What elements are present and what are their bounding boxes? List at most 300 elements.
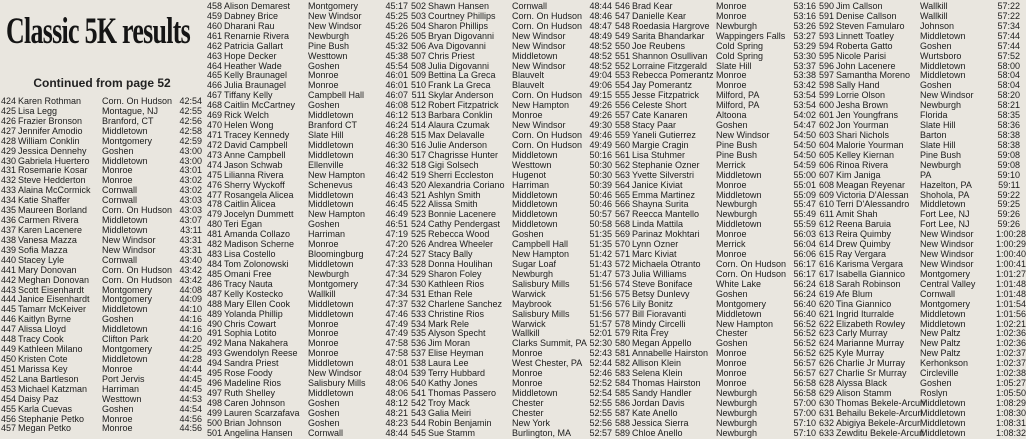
place: 615 xyxy=(818,249,834,260)
hometown: Middletown xyxy=(920,308,966,319)
finish-time: 59:26 xyxy=(997,219,1020,230)
hometown: PA xyxy=(920,169,932,180)
place: 518 xyxy=(410,159,426,170)
place: 484 xyxy=(206,258,222,269)
finish-time: 43:31 xyxy=(179,234,202,245)
hometown: Salisbury Mills xyxy=(512,278,570,289)
runner-name: Alaina McCormick xyxy=(18,185,91,196)
finish-time: 53:54 xyxy=(793,100,816,111)
runner-name: Bettina La Greca xyxy=(428,70,496,81)
finish-time: 47:33 xyxy=(385,258,408,269)
runner-name: Angelina Hansen xyxy=(224,427,293,438)
hometown: Middletown xyxy=(102,125,148,136)
finish-time: 47:37 xyxy=(385,298,408,309)
place: 589 xyxy=(614,427,630,438)
finish-time: 49:15 xyxy=(589,90,612,101)
hometown: Montgomery xyxy=(102,284,153,295)
runner-name: Reecca Mantello xyxy=(632,209,700,220)
runner-name: Danielle Kear xyxy=(632,10,687,21)
hometown: Monroe xyxy=(716,368,747,379)
hometown: New Windsor xyxy=(512,40,566,51)
runner-name: Sarah Robinson xyxy=(836,278,901,289)
hometown: Slate Hill xyxy=(920,139,956,150)
finish-time: 1:01:27 xyxy=(996,268,1026,279)
hometown: Wallkill xyxy=(308,288,336,299)
finish-time: 57:52 xyxy=(997,50,1020,61)
finish-time: 46:08 xyxy=(385,100,408,111)
result-row xyxy=(0,405,202,415)
finish-time: 1:08:31 xyxy=(996,417,1026,428)
place: 438 xyxy=(0,234,16,245)
finish-time: 46:01 xyxy=(385,80,408,91)
hometown: Monroe xyxy=(102,165,133,176)
runner-name: Victoria D'Alessan xyxy=(836,189,909,200)
runner-name: Alison Stamm xyxy=(836,387,892,398)
hometown: Harriman xyxy=(512,179,550,190)
runner-name: Cathy Pendergast xyxy=(428,219,501,230)
place: 556 xyxy=(614,100,630,111)
place: 552 xyxy=(614,60,630,71)
hometown: Pine Bush xyxy=(716,139,758,150)
finish-time: 47:20 xyxy=(385,239,408,250)
place: 470 xyxy=(206,120,222,131)
hometown: Middletown xyxy=(102,224,148,235)
runner-name: Carmen Rivera xyxy=(18,215,79,226)
runner-name: Chloe Anello xyxy=(632,427,683,438)
runner-name: Stephanie Ozner xyxy=(632,159,700,170)
finish-time: 1:08:29 xyxy=(996,397,1026,408)
hometown: Newburgh xyxy=(716,199,758,210)
runner-name: Amit Shah xyxy=(836,209,878,220)
runner-name: Lily Bonitz xyxy=(632,298,674,309)
runner-name: Stacy Paar xyxy=(632,120,677,131)
finish-time: 56:40 xyxy=(793,298,816,309)
hometown: Corn. On Hudson xyxy=(512,90,583,101)
finish-time: 46:43 xyxy=(385,189,408,200)
finish-time: 53:16 xyxy=(793,10,816,21)
place: 540 xyxy=(410,378,426,389)
place: 569 xyxy=(614,229,630,240)
runner-name: Thomas Bekele-Arcuri xyxy=(836,397,926,408)
finish-time: 50:57 xyxy=(589,209,612,220)
finish-time: 44:54 xyxy=(179,403,202,414)
runner-name: Stacey Lyle xyxy=(18,254,65,265)
runner-name: Madison Scherne xyxy=(224,239,295,250)
finish-time: 56:58 xyxy=(793,378,816,389)
runner-name: Hope Decker xyxy=(224,50,277,61)
place: 493 xyxy=(206,348,222,359)
runner-name: Steve Hedderton xyxy=(18,175,86,186)
finish-time: 54:50 xyxy=(793,139,816,150)
runner-name: Jason Schwab xyxy=(224,159,283,170)
finish-time: 58:00 xyxy=(997,60,1020,71)
hometown: New Windsor xyxy=(920,90,974,101)
place: 544 xyxy=(410,417,426,428)
place: 599 xyxy=(818,90,834,101)
finish-time: 46:49 xyxy=(385,209,408,220)
results-column-4 xyxy=(614,2,816,439)
runner-name: Jon Yourman xyxy=(836,120,889,131)
runner-name: Donna Houlihan xyxy=(428,258,493,269)
place: 473 xyxy=(206,149,222,160)
runner-name: Jordan Davis xyxy=(632,397,685,408)
finish-time: 51:42 xyxy=(589,249,612,260)
runner-name: Alissa Lloyd xyxy=(18,324,67,335)
hometown: Middletown xyxy=(102,353,148,364)
finish-time: 52:56 xyxy=(589,417,612,428)
hometown: Port Jervis xyxy=(102,373,145,384)
hometown: Branford CT xyxy=(308,120,358,131)
place: 587 xyxy=(614,407,630,418)
place: 464 xyxy=(206,60,222,71)
finish-time: 1:08:32 xyxy=(996,427,1026,438)
place: 454 xyxy=(0,393,16,404)
hometown: Newburgh xyxy=(716,209,758,220)
place: 440 xyxy=(0,254,16,265)
runner-name: Sharon Phillips xyxy=(428,20,489,31)
hometown: Middletown xyxy=(102,215,148,226)
runner-name: Allison Klein xyxy=(632,358,682,369)
finish-time: 46:45 xyxy=(385,199,408,210)
place: 628 xyxy=(818,378,834,389)
hometown: Middletown xyxy=(716,308,762,319)
place: 566 xyxy=(614,199,630,210)
runner-name: Shawn Hansen xyxy=(428,1,490,11)
hometown: New Hampton xyxy=(716,318,774,329)
place: 509 xyxy=(410,70,426,81)
place: 620 xyxy=(818,298,834,309)
finish-time: 47:58 xyxy=(385,348,408,359)
hometown: Middletown xyxy=(512,50,558,61)
finish-time: 50:46 xyxy=(589,189,612,200)
hometown: Middletown xyxy=(512,219,558,230)
runner-name: Tom Zolonowski xyxy=(224,258,289,269)
hometown: Barton xyxy=(920,129,947,140)
finish-time: 46:07 xyxy=(385,90,408,101)
hometown: Monroe xyxy=(716,179,747,190)
place: 604 xyxy=(818,139,834,150)
finish-time: 48:01 xyxy=(385,358,408,369)
place: 618 xyxy=(818,278,834,289)
runner-name: Terri D'Alessandro xyxy=(836,199,910,210)
place: 543 xyxy=(410,407,426,418)
hometown: Monroe xyxy=(308,80,339,91)
place: 450 xyxy=(0,353,16,364)
finish-time: 1:00:41 xyxy=(996,258,1026,269)
hometown: Middletown xyxy=(920,30,966,41)
place: 435 xyxy=(0,205,16,216)
place: 567 xyxy=(614,209,630,220)
hometown: Cold Spring xyxy=(716,40,764,51)
place: 514 xyxy=(410,120,426,131)
runner-name: Barbara Conklin xyxy=(428,110,493,121)
runner-name: Shari Nichols xyxy=(836,129,890,140)
finish-time: 55:01 xyxy=(793,179,816,190)
runner-name: Annabelle Hairston xyxy=(632,348,709,359)
runner-name: Omani Free xyxy=(224,268,272,279)
runner-name: Max Delavalle xyxy=(428,129,485,140)
finish-time: 45:54 xyxy=(385,60,408,71)
runner-name: Ruth Shelley xyxy=(224,387,276,398)
runner-name: Julie Anderson xyxy=(428,139,488,150)
runner-name: Kate Anello xyxy=(632,407,678,418)
finish-time: 47:19 xyxy=(385,229,408,240)
runner-name: Alison Demarest xyxy=(224,1,291,11)
runner-name: Yvette Silverstri xyxy=(632,169,695,180)
place: 502 xyxy=(410,1,426,11)
place: 497 xyxy=(206,387,222,398)
runner-name: Rosemarie Kosar xyxy=(18,165,88,176)
place: 474 xyxy=(206,159,222,170)
hometown: Middletown xyxy=(716,189,762,200)
place: 526 xyxy=(410,239,426,250)
finish-time: 1:02:36 xyxy=(996,328,1026,339)
finish-time: 53:38 xyxy=(793,70,816,81)
finish-time: 53:54 xyxy=(793,90,816,101)
hometown: Montgomery xyxy=(102,344,153,355)
finish-time: 45:26 xyxy=(385,30,408,41)
hometown: Montgomery xyxy=(308,278,359,289)
place: 510 xyxy=(410,80,426,91)
runner-name: Parinaz Mokhtari xyxy=(632,229,700,240)
finish-time: 1:02:36 xyxy=(996,338,1026,349)
results-column-2 xyxy=(206,2,408,439)
hometown: Corn. On Hudson xyxy=(102,264,173,275)
finish-time: 46:24 xyxy=(385,120,408,131)
finish-time: 1:00:40 xyxy=(996,249,1026,260)
hometown: New Hampton xyxy=(512,249,570,260)
runner-name: Sherry Wyckoff xyxy=(224,179,285,190)
runner-name: Anne Campbell xyxy=(224,149,286,160)
place: 424 xyxy=(0,96,16,106)
runner-name: Chagrisse Hunter xyxy=(428,149,499,160)
place: 468 xyxy=(206,100,222,111)
finish-time: 48:47 xyxy=(589,20,612,31)
runner-name: Kim Janiga xyxy=(836,169,881,180)
finish-time: 43:07 xyxy=(179,215,202,226)
finish-time: 47:46 xyxy=(385,308,408,319)
hometown: Middletown xyxy=(512,149,558,160)
runner-name: Tracey Kennedy xyxy=(224,129,290,140)
finish-time: 54:47 xyxy=(793,120,816,131)
hometown: Monroe xyxy=(716,378,747,389)
place: 498 xyxy=(206,397,222,408)
finish-time: 44:10 xyxy=(179,304,202,315)
runner-name: Sarita Bhandarkar xyxy=(632,30,705,41)
place: 563 xyxy=(614,169,630,180)
place: 583 xyxy=(614,368,630,379)
page-title: Classic 5K results xyxy=(6,11,191,52)
finish-time: 46:12 xyxy=(385,110,408,121)
hometown: New Hampton xyxy=(308,169,366,180)
place: 503 xyxy=(410,10,426,21)
finish-time: 56:17 xyxy=(793,258,816,269)
place: 557 xyxy=(614,110,630,121)
runner-name: Jessica Dennehy xyxy=(18,145,87,156)
finish-time: 54:59 xyxy=(793,159,816,170)
finish-time: 56:06 xyxy=(793,249,816,260)
place: 536 xyxy=(410,338,426,349)
finish-time: 58:38 xyxy=(997,129,1020,140)
finish-time: 1:02:21 xyxy=(996,318,1026,329)
hometown: Campbell Hall xyxy=(512,239,569,250)
hometown: Hugenot xyxy=(512,169,547,180)
runner-name: Jennifer Amodio xyxy=(18,125,83,136)
runner-name: Sandy Handler xyxy=(632,387,692,398)
runner-name: Alyson Specht xyxy=(428,328,486,339)
hometown: Middletown xyxy=(920,70,966,81)
runner-name: Lauren Scarzafava xyxy=(224,407,300,418)
hometown: Corn. On Hudson xyxy=(102,96,173,106)
hometown: Monroe xyxy=(716,348,747,359)
hometown: Monroe xyxy=(308,239,339,250)
results-column-1 xyxy=(0,97,202,434)
place: 609 xyxy=(818,189,834,200)
place: 490 xyxy=(206,318,222,329)
result-row xyxy=(614,310,816,320)
place: 495 xyxy=(206,368,222,379)
place: 548 xyxy=(614,20,630,31)
hometown: Corn. On Hudson xyxy=(716,258,787,269)
runner-name: Thomas Passero xyxy=(428,387,497,398)
runner-name: Karen Rothman xyxy=(18,96,82,106)
place: 576 xyxy=(614,298,630,309)
hometown: Montgomery xyxy=(102,294,153,305)
finish-time: 50:16 xyxy=(589,149,612,160)
hometown: Westtown xyxy=(102,393,142,404)
runner-name: Renarnie Rivera xyxy=(224,30,290,41)
place: 610 xyxy=(818,199,834,210)
place: 633 xyxy=(818,427,834,438)
hometown: Roslyn xyxy=(920,387,948,398)
place: 432 xyxy=(0,175,16,186)
place: 528 xyxy=(410,258,426,269)
finish-time: 56:24 xyxy=(793,278,816,289)
place: 624 xyxy=(818,338,834,349)
place: 629 xyxy=(818,387,834,398)
runner-name: Julia Williams xyxy=(632,268,687,279)
place: 479 xyxy=(206,209,222,220)
hometown: Newburgh xyxy=(308,268,350,279)
finish-time: 50:58 xyxy=(589,219,612,230)
hometown: Warwick xyxy=(512,288,546,299)
finish-time: 43:00 xyxy=(179,145,202,156)
finish-time: 48:06 xyxy=(385,378,408,389)
finish-time: 53:42 xyxy=(793,80,816,91)
place: 489 xyxy=(206,308,222,319)
finish-time: 59:22 xyxy=(997,189,1020,200)
hometown: Wurtsboro xyxy=(920,50,962,61)
hometown: Cornwall xyxy=(920,288,956,299)
finish-time: 47:34 xyxy=(385,268,408,279)
runner-name: Ray Vergara xyxy=(836,249,887,260)
finish-time: 57:00 xyxy=(793,407,816,418)
hometown: Monroe xyxy=(716,10,747,21)
hometown: New Windsor xyxy=(512,60,566,71)
finish-time: 1:02:37 xyxy=(996,358,1026,369)
place: 483 xyxy=(206,249,222,260)
hometown: West Chester, PA xyxy=(512,358,583,369)
finish-time: 51:35 xyxy=(589,229,612,240)
finish-time: 53:16 xyxy=(793,1,816,11)
runner-name: Heather Wade xyxy=(224,60,282,71)
runner-name: Karisma Vergara xyxy=(836,258,904,269)
place: 585 xyxy=(614,387,630,398)
runner-name: Sue Stamm xyxy=(428,427,476,438)
runner-name: Gigi Solsech xyxy=(428,159,479,170)
runner-name: Emma Martinez xyxy=(632,189,696,200)
hometown: Newburgh xyxy=(716,417,758,428)
hometown: Slate Hill xyxy=(920,120,956,131)
runner-name: Charlene Sanchez xyxy=(428,298,503,309)
place: 429 xyxy=(0,145,16,156)
finish-time: 53:30 xyxy=(793,50,816,61)
place: 461 xyxy=(206,30,222,41)
hometown: Corn. On Hudson xyxy=(512,20,583,31)
finish-time: 57:34 xyxy=(997,20,1020,31)
finish-time: 48:52 xyxy=(589,50,612,61)
runner-name: Reira Quimby xyxy=(836,229,892,240)
hometown: Sugar Loaf xyxy=(512,258,557,269)
hometown: New Windsor xyxy=(308,368,362,379)
runner-name: Christine Rios xyxy=(428,308,485,319)
finish-time: 53:29 xyxy=(793,40,816,51)
hometown: Slate Hill xyxy=(308,129,344,140)
hometown: Milford, PA xyxy=(716,100,760,111)
finish-time: 46:43 xyxy=(385,179,408,190)
finish-time: 56:04 xyxy=(793,239,816,250)
finish-time: 52:57 xyxy=(589,427,612,438)
hometown: Salisbury Mills xyxy=(512,308,570,319)
runner-name: Caitlin McCartney xyxy=(224,100,296,111)
place: 595 xyxy=(818,50,834,61)
finish-time: 47:34 xyxy=(385,278,408,289)
runner-name: Bonnie Lacenere xyxy=(428,209,497,220)
finish-time: 43:00 xyxy=(179,155,202,166)
runner-name: Rebecca Wood xyxy=(428,229,490,240)
hometown: Pine Bush xyxy=(920,149,962,160)
runner-name: Amanda Collazo xyxy=(224,229,291,240)
hometown: Shohola, PA xyxy=(920,189,970,200)
finish-time: 45:26 xyxy=(385,20,408,31)
finish-time: 55:47 xyxy=(793,199,816,210)
hometown: Goshen xyxy=(102,403,134,414)
hometown: Monroe xyxy=(308,70,339,81)
runner-name: Sophia Lotito xyxy=(224,328,277,339)
place: 592 xyxy=(818,20,834,31)
runner-name: Charlie Jr Murray xyxy=(836,358,906,369)
hometown: Newburgh xyxy=(308,30,350,41)
hometown: Monroe xyxy=(308,348,339,359)
runner-name: Reena Baruia xyxy=(836,219,892,230)
hometown: Wallkill xyxy=(920,10,948,21)
place: 560 xyxy=(614,139,630,150)
place: 613 xyxy=(818,229,834,240)
runner-name: Mana Nakahera xyxy=(224,338,289,349)
runner-name: Jay Pomerantz xyxy=(632,80,693,91)
runner-name: Alyssa Black xyxy=(836,378,888,389)
hometown: Montgomery xyxy=(716,298,767,309)
runner-name: Kyle Murray xyxy=(836,348,885,359)
finish-time: 46:51 xyxy=(385,219,408,230)
place: 504 xyxy=(410,20,426,31)
runner-name: Troy Mack xyxy=(428,397,470,408)
hometown: Blauvelt xyxy=(512,80,545,91)
finish-time: 43:31 xyxy=(179,244,202,255)
finish-time: 53:27 xyxy=(793,30,816,41)
place: 515 xyxy=(410,129,426,140)
hometown: Branford, CT xyxy=(102,115,154,126)
